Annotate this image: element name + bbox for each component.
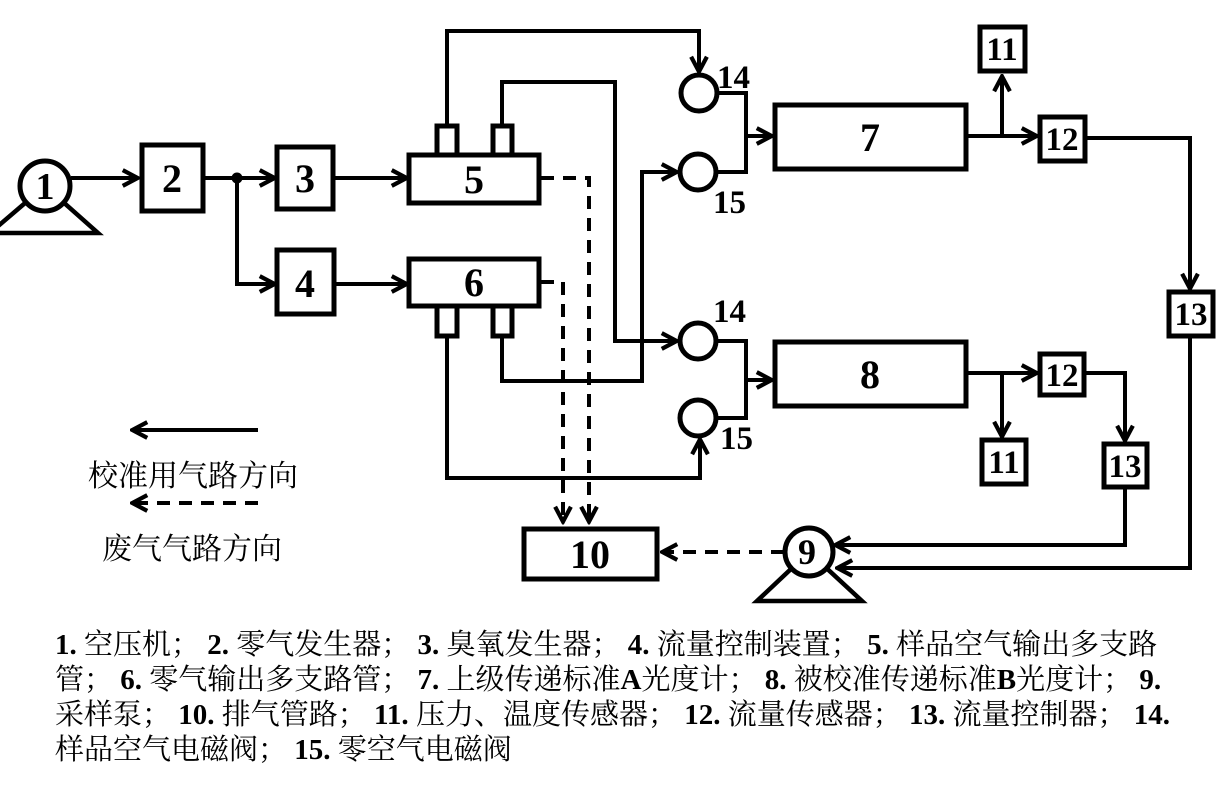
label-node-12-bottom: 12 [1045,358,1079,394]
label-node-3: 3 [295,156,315,201]
caption-line-3: 采样泵； 10. 排气管路； 11. 压力、温度传感器； 12. 流量传感器； 13. 流量控制器； 14. [55,699,1170,731]
valve-15-zero-bottom [680,400,716,436]
label-node-4: 4 [295,261,315,306]
label-valve-15-top: 15 [713,185,746,221]
pipe-junction-to-4 [237,178,272,284]
label-node-8: 8 [860,352,880,397]
figure-caption [55,628,1215,768]
caption-line-2: 管； 6. 零气输出多支路管； 7. 上级传递标准A光度计； 8. 被校准传递标准B光度计； 9. [55,664,1162,696]
node-number-labels [36,32,1208,577]
label-node-7: 7 [860,115,880,160]
label-node-13-bottom: 13 [1108,449,1142,485]
waste-pipe-6-to-10 [541,282,563,519]
label-valve-14-top: 14 [717,60,750,96]
pipe-junction-dot [232,173,243,184]
label-node-5: 5 [464,157,484,202]
label-node-2: 2 [162,156,182,201]
label-node-12-top: 12 [1045,122,1079,158]
legend-dashed-arrow-label: 废气气路方向 [102,533,282,566]
label-node-1: 1 [35,166,55,208]
valve-14-sample-bottom [680,323,716,359]
label-node-9: 9 [798,532,816,572]
legend-solid-arrow-label: 校准用气路方向 [88,460,298,493]
label-node-11-top: 11 [986,32,1018,68]
label-valve-15-bottom: 15 [720,421,753,457]
caption-line-4: 样品空气电磁阀； 15. 零空气电磁阀 [55,734,512,766]
pipe-valve15a-merge [716,134,746,172]
label-node-11-bottom: 11 [988,445,1020,481]
pipe-valve15b-merge [716,380,746,418]
pipe-12-to-13-bottom [1084,373,1125,438]
pipe-5-to-valve14-top [447,31,699,126]
label-node-13-top: 13 [1174,297,1208,333]
valve-15-zero-top [680,154,716,190]
pipe-valves-to-8 [716,341,769,380]
label-node-6: 6 [464,260,484,305]
label-valve-14-bottom: 14 [713,294,746,330]
pipe-13-to-9-bottom [838,487,1125,545]
valve-14-sample-top [681,75,717,111]
pipe-12-to-13-top [1085,138,1190,286]
pipe-valves-to-7 [717,93,769,136]
caption-line-1: 1. 空压机； 2. 零气发生器； 3. 臭氧发生器； 4. 流量控制装置； 5. 样品空气输出多支路 [55,629,1158,661]
label-node-10: 10 [570,532,610,577]
pipe-6-to-valve15-bottom [447,336,700,478]
